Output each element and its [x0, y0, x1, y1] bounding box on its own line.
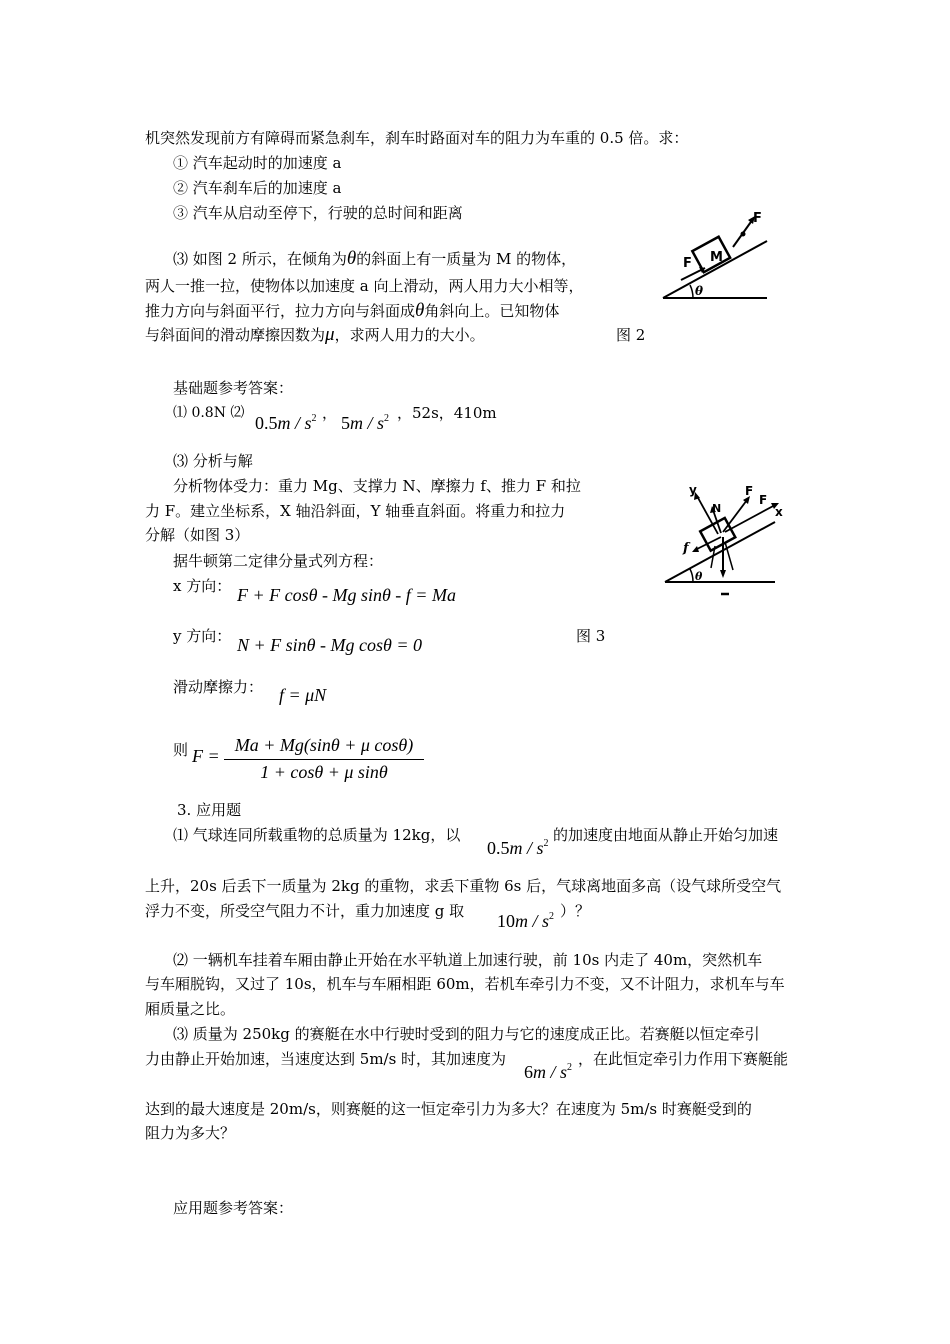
analysis-line3: 分解（如图 3）	[145, 526, 250, 544]
fig3-F-push-label: F	[759, 493, 768, 507]
applied-p1-line3: 浮力不变，所受空气阻力不计，重力加速度 g 取	[145, 902, 465, 920]
figure2-caption: 图 2	[616, 326, 646, 344]
applied-p2-line2: 与车厢脱钩，又过了 10s，机车与车厢相距 60m，若机车牵引力不变，又不计阻力，求机车与车	[145, 975, 785, 993]
applied-p3-line2: 力由静止开始加速，当速度达到 5m/s 时，其加速度为	[145, 1050, 507, 1068]
force-numerator: Ma + Mg(sinθ + μ cosθ)	[224, 735, 424, 760]
force-eq-lhs: F =	[192, 746, 220, 766]
problem3-line1: ⑶ 如图 2 所示，在倾角为θ的斜面上有一质量为 M 的物体，	[173, 248, 577, 269]
applied-p3-line4: 阻力为多大？	[145, 1124, 236, 1142]
applied-p1-acceleration: $0.5m / s^2$	[487, 838, 549, 858]
sub-question-3: ③ 汽车从启动至停下，行驶的总时间和距离	[173, 204, 463, 222]
friction-label: 滑动摩擦力：	[173, 678, 264, 696]
applied-p2-line1: ⑵ 一辆机车挂着车厢由静止开始在水平轨道上加速行驶，前 10s 内走了 40m，突然机车	[173, 951, 763, 969]
answer-acc-2: $5m / s^2$	[341, 413, 390, 433]
applied-p2-line3: 厢质量之比。	[145, 1000, 236, 1018]
applied-p3-line2b: ，在此恒定牵引力作用下赛艇能	[578, 1050, 789, 1068]
y-direction-equation: N + F sinθ - Mg cosθ = 0	[237, 635, 422, 655]
y-direction-label: y 方向：	[173, 627, 232, 645]
x-direction-equation: F + F cosθ - Mg sinθ - f = Ma	[237, 585, 456, 605]
problem3-line2: 两人一推一拉，使物体以加速度 a 向上滑动，两人用力大小相等，	[145, 277, 584, 295]
applied-p3-acceleration: $6m / s^2$	[524, 1062, 573, 1082]
friction-equation: f = μN	[279, 685, 327, 705]
fig2-F-push-label: F	[683, 256, 692, 271]
x-direction-label: x 方向：	[173, 577, 232, 595]
fig3-y-label: y	[689, 483, 697, 497]
sub-question-1: ① 汽车起动时的加速度 a	[173, 154, 342, 172]
sub-question-2: ② 汽车刹车后的加速度 a	[173, 179, 342, 197]
then-label: 则	[173, 741, 189, 759]
fig3-N-label: N	[712, 502, 722, 515]
problem3-line3: 推力方向与斜面平行，拉力方向与斜面成θ角斜向上。已知物体	[145, 300, 560, 321]
applied-p1-line2: 上升，20s 后丢下一质量为 2kg 的重物，求丢下重物 6s 后，气球离地面多高（设气球所受空气	[145, 877, 782, 895]
analysis-title: ⑶ 分析与解	[173, 452, 253, 470]
answer-comma: ，	[322, 404, 338, 422]
figure2-incline-diagram	[655, 205, 780, 305]
problem3-line4: 与斜面间的滑动摩擦因数为μ，求两人用力的大小。	[145, 324, 485, 345]
basic-answers-heading: 基础题参考答案：	[173, 379, 294, 397]
fig2-F-pull-label: F	[753, 211, 762, 226]
applied-answers-heading: 应用题参考答案：	[173, 1199, 294, 1217]
applied-p1-line3b: ）？	[560, 902, 591, 920]
force-fraction	[224, 735, 424, 783]
answer-rest: ，52s，410m	[397, 404, 497, 422]
force-denominator: 1 + cosθ + μ sinθ	[260, 762, 388, 782]
figure3-force-diagram	[655, 482, 790, 602]
fig2-theta-label: θ	[695, 284, 704, 298]
fig3-F-pull-label: F	[745, 484, 754, 498]
applied-p3-line1: ⑶ 质量为 250kg 的赛艇在水中行驶时受到的阻力与它的速度成正比。若赛艇以恒定牵引	[173, 1025, 760, 1043]
analysis-line2: 力 F。建立坐标系，X 轴沿斜面，Y 轴垂直斜面。将重力和拉力	[145, 502, 566, 520]
basic-answer-1-2: ⑴ 0.8N ⑵	[173, 405, 245, 421]
applied-heading: 3. 应用题	[177, 801, 242, 819]
applied-p1-line1b: 的加速度由地面从静止开始匀加速	[553, 826, 779, 844]
problem-text-line: 机突然发现前方有障碍而紧急刹车，刹车时路面对车的阻力为车重的 0.5 倍。求：	[145, 129, 689, 147]
applied-p3-line3: 达到的最大速度是 20m/s，则赛艇的这一恒定牵引力为多大？在速度为 5m/s 时赛艇受到的	[145, 1100, 752, 1118]
applied-p1-gravity: $10m / s^2$	[497, 911, 555, 931]
fig2-mass-label: M	[710, 250, 723, 265]
answer-acc-1: $0.5m / s^2$	[255, 413, 317, 433]
analysis-line1: 分析物体受力：重力 Mg、支撑力 N、摩擦力 f、推力 F 和拉	[173, 477, 581, 495]
figure3-caption: 图 3	[576, 627, 606, 645]
analysis-line4: 据牛顿第二定律分量式列方程：	[173, 552, 384, 570]
applied-p1-line1: ⑴ 气球连同所载重物的总质量为 12kg，以	[173, 826, 461, 844]
fig3-x-label: x	[775, 505, 783, 519]
fig3-f-label: f	[683, 541, 689, 556]
fig3-theta-label: θ	[695, 570, 703, 583]
